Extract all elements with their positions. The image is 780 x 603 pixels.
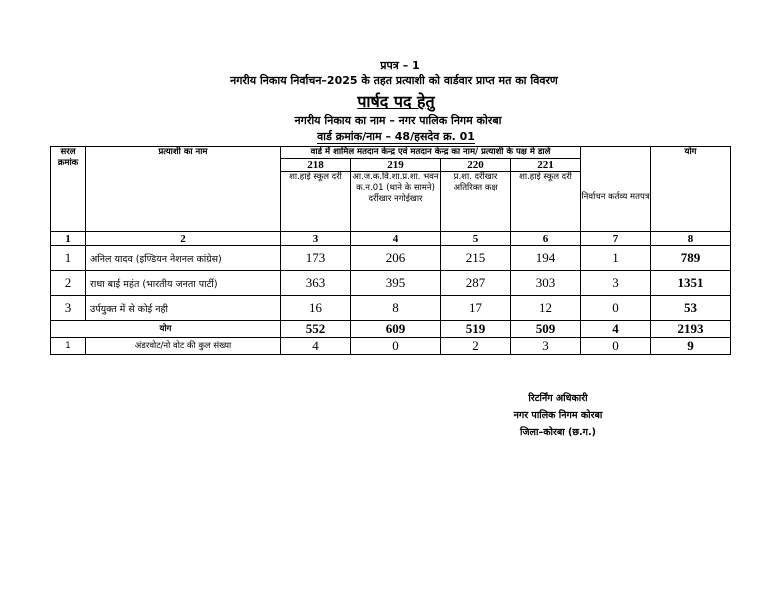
signature-office: नगर पालिक निगम कोरबा xyxy=(513,410,603,421)
candidate-name: राधा बाई महंत (भारतीय जनता पार्टी) xyxy=(86,271,281,296)
booth-number: 219 xyxy=(351,159,441,172)
serial-header: सरल क्रमांक xyxy=(51,147,86,232)
rejected-cell: 2 xyxy=(441,338,511,355)
column-number: 3 xyxy=(281,232,351,246)
signature-block xyxy=(478,390,638,441)
vote-cell: 17 xyxy=(441,296,511,321)
column-number: 7 xyxy=(581,232,651,246)
booths-group-header: वार्ड में शामिल मतदान केन्द्र एवं मतदान केन्द्र का नाम/ प्रत्याशी के पक्ष मे डाले xyxy=(281,147,581,159)
booth-number: 220 xyxy=(441,159,511,172)
header-row-1 xyxy=(51,147,731,159)
booth-name: शा.हाई स्कूल दर्री xyxy=(511,172,581,232)
document-title: नगरीय निकाय निर्वाचन–2025 के तहत प्रत्याशी को वार्डवार प्राप्त मत का विवरण xyxy=(230,74,558,87)
results-table xyxy=(50,146,731,355)
vote-cell: 16 xyxy=(281,296,351,321)
serial-cell: 1 xyxy=(51,338,86,355)
candidate-row xyxy=(51,296,731,321)
column-number: 1 xyxy=(51,232,86,246)
rejected-total-cell: 9 xyxy=(651,338,731,355)
postal-cell: 1 xyxy=(581,246,651,271)
candidate-header: प्रत्याशी का नाम xyxy=(86,147,281,232)
booth-number: 221 xyxy=(511,159,581,172)
postal-cell: 0 xyxy=(581,296,651,321)
sum-row xyxy=(51,321,731,338)
sum-cell: 552 xyxy=(281,321,351,338)
vote-cell: 395 xyxy=(351,271,441,296)
sum-cell: 519 xyxy=(441,321,511,338)
signature-title: रिटर्निंग अधिकारी xyxy=(528,393,588,404)
column-number: 5 xyxy=(441,232,511,246)
booth-name: शा.हाई स्कूल दर्री xyxy=(281,172,351,232)
candidate-row xyxy=(51,271,731,296)
rejected-cell: 0 xyxy=(351,338,441,355)
ward-heading xyxy=(6,129,780,144)
vote-cell: 363 xyxy=(281,271,351,296)
serial-cell: 2 xyxy=(51,271,86,296)
vote-cell: 12 xyxy=(511,296,581,321)
rejected-cell: 4 xyxy=(281,338,351,355)
vote-cell: 194 xyxy=(511,246,581,271)
total-cell: 1351 xyxy=(651,271,731,296)
rejected-cell: 3 xyxy=(511,338,581,355)
vote-cell: 287 xyxy=(441,271,511,296)
serial-cell: 1 xyxy=(51,246,86,271)
signature-district: जिला–कोरबा (छ.ग.) xyxy=(520,427,596,438)
vote-cell: 206 xyxy=(351,246,441,271)
vote-cell: 173 xyxy=(281,246,351,271)
column-number: 4 xyxy=(351,232,441,246)
rejected-label: अंडरवोट/नो वोट की कुल संख्या xyxy=(86,338,281,355)
column-number: 8 xyxy=(651,232,731,246)
grand-total-cell: 2193 xyxy=(651,321,731,338)
body-name: नगरीय निकाय का नाम – नगर पालिक निगम कोरबा xyxy=(294,114,502,127)
serial-cell: 3 xyxy=(51,296,86,321)
vote-cell: 215 xyxy=(441,246,511,271)
sum-label: योग xyxy=(51,321,281,338)
post-heading-text: पार्षद पद हेतु xyxy=(357,92,435,111)
ward-heading-text: वार्ड क्रमांक/नाम – 48/हसदेव क्र. 01 xyxy=(317,130,475,143)
column-number: 2 xyxy=(86,232,281,246)
total-cell: 789 xyxy=(651,246,731,271)
rejected-postal-cell: 0 xyxy=(581,338,651,355)
postal-header: निर्वाचन कर्तव्य मतपत्र xyxy=(581,147,651,232)
total-header: योग xyxy=(651,147,731,232)
sum-postal-cell: 4 xyxy=(581,321,651,338)
column-number-row xyxy=(51,232,731,246)
form-number: प्रपत्र – 1 xyxy=(380,59,420,72)
column-number: 6 xyxy=(511,232,581,246)
candidate-name: अनिल यादव (इण्डियन नेशनल कांग्रेस) xyxy=(86,246,281,271)
vote-cell: 303 xyxy=(511,271,581,296)
booth-number: 218 xyxy=(281,159,351,172)
sum-cell: 609 xyxy=(351,321,441,338)
postal-cell: 3 xyxy=(581,271,651,296)
post-heading xyxy=(6,90,780,112)
candidate-name: उर्पयुक्त में से कोई नही xyxy=(86,296,281,321)
vote-cell: 8 xyxy=(351,296,441,321)
candidate-row xyxy=(51,246,731,271)
total-cell: 53 xyxy=(651,296,731,321)
booth-name: आ.ज.क.वि.शा.प्र.शा. भवन क.न.01 (थाने के सामने) दर्रीखार नगोईखार xyxy=(351,172,441,232)
booth-name: प्र.शा. दर्रीखार अतिरिक्त कक्ष xyxy=(441,172,511,232)
rejected-votes-row xyxy=(51,338,731,355)
sum-cell: 509 xyxy=(511,321,581,338)
